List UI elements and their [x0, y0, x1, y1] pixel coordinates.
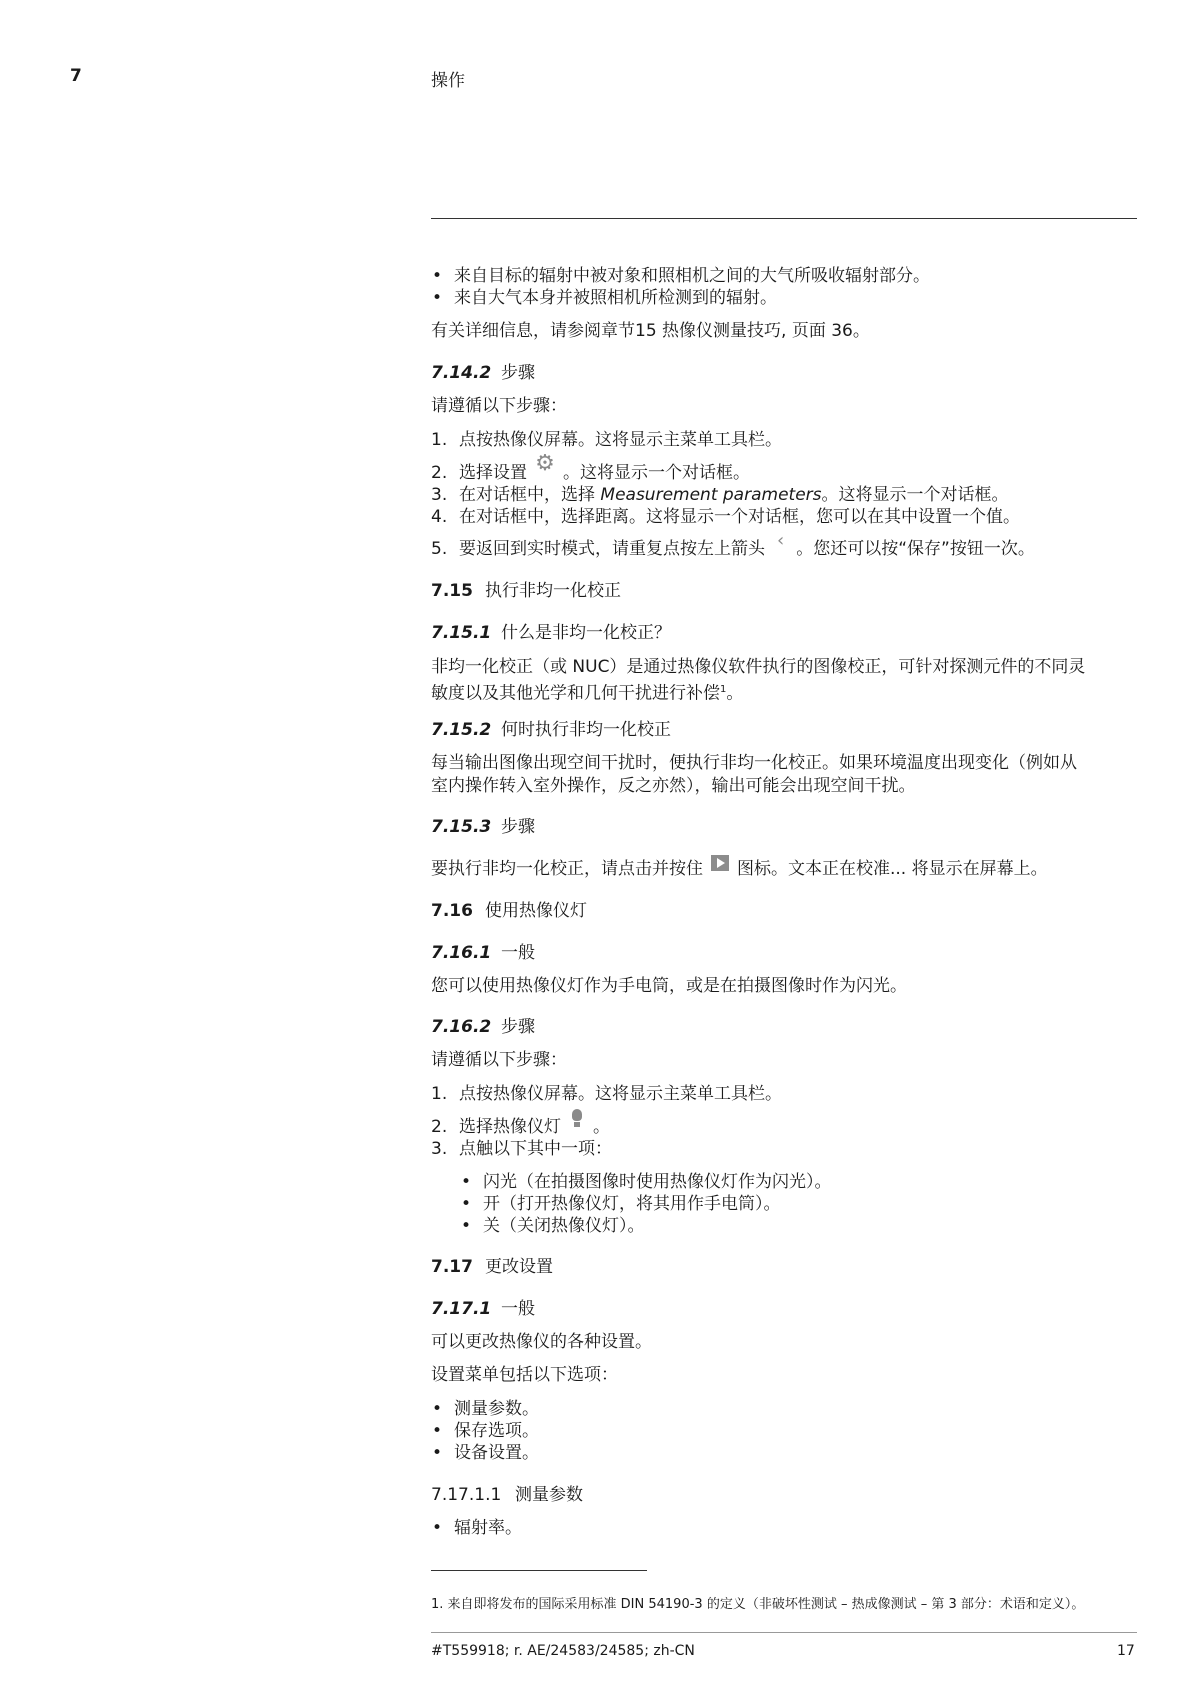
paragraph-line: 要执行非均一化校正，请点击并按住 图标。文本正在校准... 将显示在屏幕上。: [431, 858, 1048, 880]
step-item: 1. 点按热像仪屏幕。这将显示主菜单工具栏。: [431, 1084, 782, 1104]
paragraph-line: 敏度以及其他光学和几何干扰进行补偿$^1$。: [431, 683, 744, 704]
section-heading-7-15-2: 7.15.2 何时执行非均一化校正: [431, 720, 671, 740]
list-item: • 闪光（在拍摄图像时使用热像仪灯作为闪光）。: [460, 1171, 832, 1193]
list-item: • 设备设置。: [431, 1442, 539, 1464]
steps-lead: 请遵循以下步骤：: [431, 1050, 567, 1070]
page-number: 17: [1117, 1643, 1135, 1659]
footnote: 1. 来自即将发布的国际采用标准 DIN 54190-3 的定义（非破坏性测试 – 热成像测试 – 第 3 部分：术语和定义）。: [431, 1597, 1085, 1612]
chapter-number: 7: [70, 66, 82, 86]
list-item: • 关（关闭热像仪灯）。: [460, 1215, 645, 1237]
section-heading-7-14-2: 7.14.2 步骤: [431, 363, 535, 383]
paragraph-line: 设置菜单包括以下选项：: [431, 1365, 618, 1385]
cross-reference: 有关详细信息，请参阅章节15 热像仪测量技巧, 页面 36。: [431, 321, 870, 341]
list-item: • 来自大气本身并被照相机所检测到的辐射。: [431, 287, 777, 309]
light-bulb-icon: [571, 1109, 583, 1129]
list-item: • 辐射率。: [431, 1517, 522, 1539]
paragraph-line: 您可以使用热像仪灯作为手电筒，或是在拍摄图像时作为闪光。: [431, 976, 907, 996]
paragraph-line: 非均一化校正（或 NUC）是通过热像仪软件执行的图像校正，可针对探测元件的不同灵: [431, 657, 1086, 677]
chapter-title: 操作: [431, 71, 465, 91]
step-item: 2. 选择设置 ⚙ 。这将显示一个对话框。: [431, 451, 750, 483]
section-heading-7-15: 7.15 执行非均一化校正: [431, 581, 621, 601]
paragraph-line: 室内操作转入室外操作，反之亦然），输出可能会出现空间干扰。: [431, 776, 916, 796]
footnote-rule: [431, 1570, 647, 1571]
section-heading-7-16-2: 7.16.2 步骤: [431, 1017, 535, 1037]
section-heading-7-17: 7.17 更改设置: [431, 1257, 553, 1277]
list-item: • 测量参数。: [431, 1398, 539, 1420]
step-item: 2. 选择热像仪灯 。: [431, 1116, 610, 1138]
play-icon: [711, 855, 729, 871]
list-item: • 保存选项。: [431, 1420, 539, 1442]
header-rule: [431, 218, 1137, 219]
list-item: • 来自目标的辐射中被对象和照相机之间的大气所吸收辐射部分。: [431, 265, 930, 287]
step-item: 1. 点按热像仪屏幕。这将显示主菜单工具栏。: [431, 430, 782, 450]
steps-lead: 请遵循以下步骤：: [431, 396, 567, 416]
list-item: • 开（打开热像仪灯，将其用作手电筒）。: [460, 1193, 781, 1215]
paragraph-line: 可以更改热像仪的各种设置。: [431, 1332, 652, 1352]
gear-icon: ⚙: [535, 451, 555, 476]
section-heading-7-16-1: 7.16.1 一般: [431, 943, 535, 963]
document-id: #T559918; r. AE/24583/24585; zh-CN: [431, 1643, 695, 1659]
footnote-marker[interactable]: 1: [720, 684, 727, 695]
section-heading-7-16: 7.16 使用热像仪灯: [431, 901, 587, 921]
paragraph-line: 每当输出图像出现空间干扰时，便执行非均一化校正。如果环境温度出现变化（例如从: [431, 753, 1077, 773]
step-item: 4. 在对话框中，选择距离。这将显示一个对话框，您可以在其中设置一个值。: [431, 507, 1020, 527]
section-heading-7-15-1: 7.15.1 什么是非均一化校正？: [431, 623, 671, 643]
back-arrow-icon: ‹: [777, 530, 785, 551]
section-heading-7-15-3: 7.15.3 步骤: [431, 817, 535, 837]
footer-rule: [431, 1632, 1137, 1633]
section-heading-7-17-1: 7.17.1 一般: [431, 1299, 535, 1319]
step-item: 3. 在对话框中，选择 Measurement parameters。这将显示一个对话框。: [431, 485, 1009, 505]
step-item: 5. 要返回到实时模式，请重复点按左上箭头 ‹ 。您还可以按“保存”按钮一次。: [431, 530, 1035, 559]
section-heading-7-17-1-1: 7.17.1.1 测量参数: [431, 1485, 583, 1505]
step-item: 3. 点触以下其中一项：: [431, 1139, 612, 1159]
